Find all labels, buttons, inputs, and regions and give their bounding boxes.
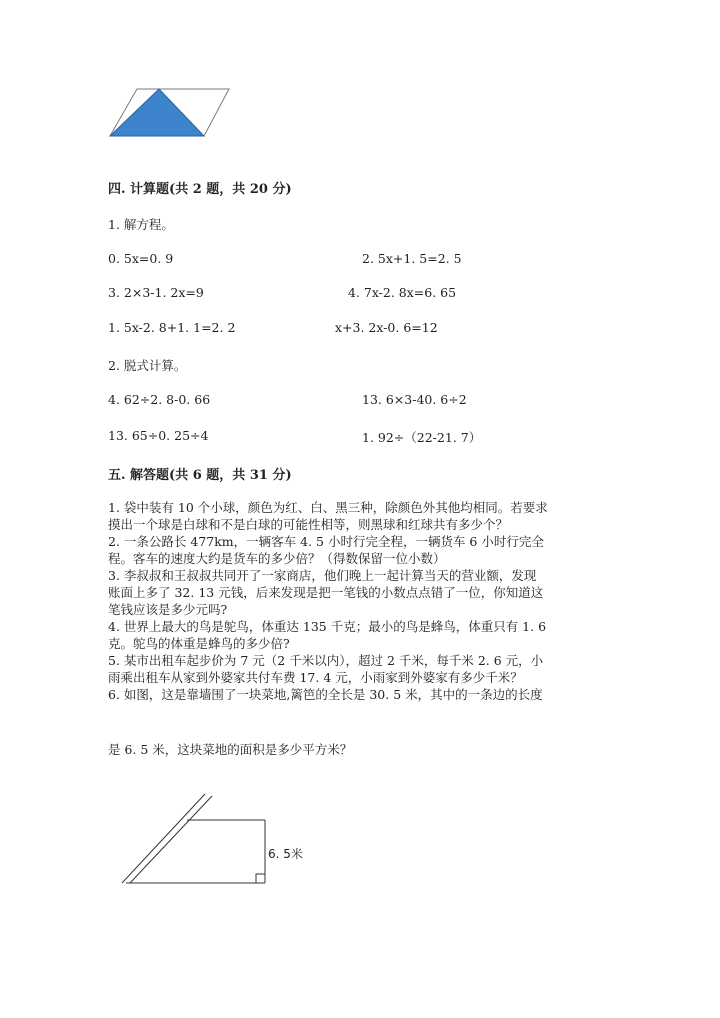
wall-line xyxy=(122,794,205,883)
calculation: 13. 65÷0. 25÷4 xyxy=(108,428,209,443)
problem-list xyxy=(108,499,613,703)
problem-line: 3. 李叔叔和王叔叔共同开了一家商店，他们晚上一起计算当天的营业额，发现 xyxy=(108,568,537,583)
section5-title: 五. 解答题(共 6 题，共 31 分) xyxy=(108,468,292,483)
equation: 4. 7x-2. 8x=6. 65 xyxy=(348,285,457,300)
equation: 1. 5x-2. 8+1. 1=2. 2 xyxy=(108,320,236,335)
problem-line: 6. 如图，这是靠墙围了一块菜地,篱笆的全长是 30. 5 米，其中的一条边的长度 xyxy=(108,687,543,702)
parallelogram-figure xyxy=(0,0,720,160)
problem-line: 账面上多了 32. 13 元钱，后来发现是把一笔钱的小数点点错了一位，你知道这 xyxy=(108,585,544,600)
calculation: 13. 6×3-40. 6÷2 xyxy=(362,392,467,407)
problem-line: 4. 世界上最大的鸟是鸵鸟，体重达 135 千克；最小的鸟是蜂鸟，体重只有 1. 6 xyxy=(108,619,547,634)
problem-line: 2. 一条公路长 477km，一辆客车 4. 5 小时行完全程，一辆货车 6 小时行完全 xyxy=(108,534,544,549)
problem-line: 克。鸵鸟的体重是蜂鸟的多少倍? xyxy=(108,636,290,651)
section4-q2-label: 2. 脱式计算。 xyxy=(108,358,187,373)
problem-line: 程。客车的速度大约是货车的多少倍？（得数保留一位小数） xyxy=(108,551,446,566)
garden-figure xyxy=(0,780,720,900)
equation: x+3. 2x-0. 6=12 xyxy=(335,320,438,335)
problem-line: 1. 袋中装有 10 个小球，颜色为红、白、黑三种，除颜色外其他均相同。若要求 xyxy=(108,500,548,515)
calculation: 1. 92÷（22-21. 7） xyxy=(362,430,482,445)
problem6-continuation: 是 6. 5 米，这块菜地的面积是多少平方米？ xyxy=(108,742,353,757)
problem-line: 笔钱应该是多少元吗? xyxy=(108,602,228,617)
problem-line: 5. 某市出租车起步价为 7 元（2 千米以内），超过 2 千米，每千米 2. 6 元，小 xyxy=(108,653,544,668)
calculation: 4. 62÷2. 8-0. 66 xyxy=(108,392,211,407)
equation: 3. 2×3-1. 2x=9 xyxy=(108,285,204,300)
right-angle-mark xyxy=(256,874,265,883)
equation: 0. 5x=0. 9 xyxy=(108,251,174,266)
blue-triangle xyxy=(110,89,204,136)
problem-line: 摸出一个球是白球和不是白球的可能性相等，则黑球和红球共有多少个？ xyxy=(108,517,509,532)
wall-line xyxy=(130,796,212,883)
section4-q1-label: 1. 解方程。 xyxy=(108,217,174,232)
section4-title: 四. 计算题(共 2 题，共 20 分) xyxy=(108,182,292,197)
problem-line: 雨乘出租车从家到外婆家共付车费 17. 4 元，小雨家到外婆家有多少千米？ xyxy=(108,670,523,685)
equation: 2. 5x+1. 5=2. 5 xyxy=(362,251,462,266)
side-length-label: 6. 5米 xyxy=(268,847,303,861)
